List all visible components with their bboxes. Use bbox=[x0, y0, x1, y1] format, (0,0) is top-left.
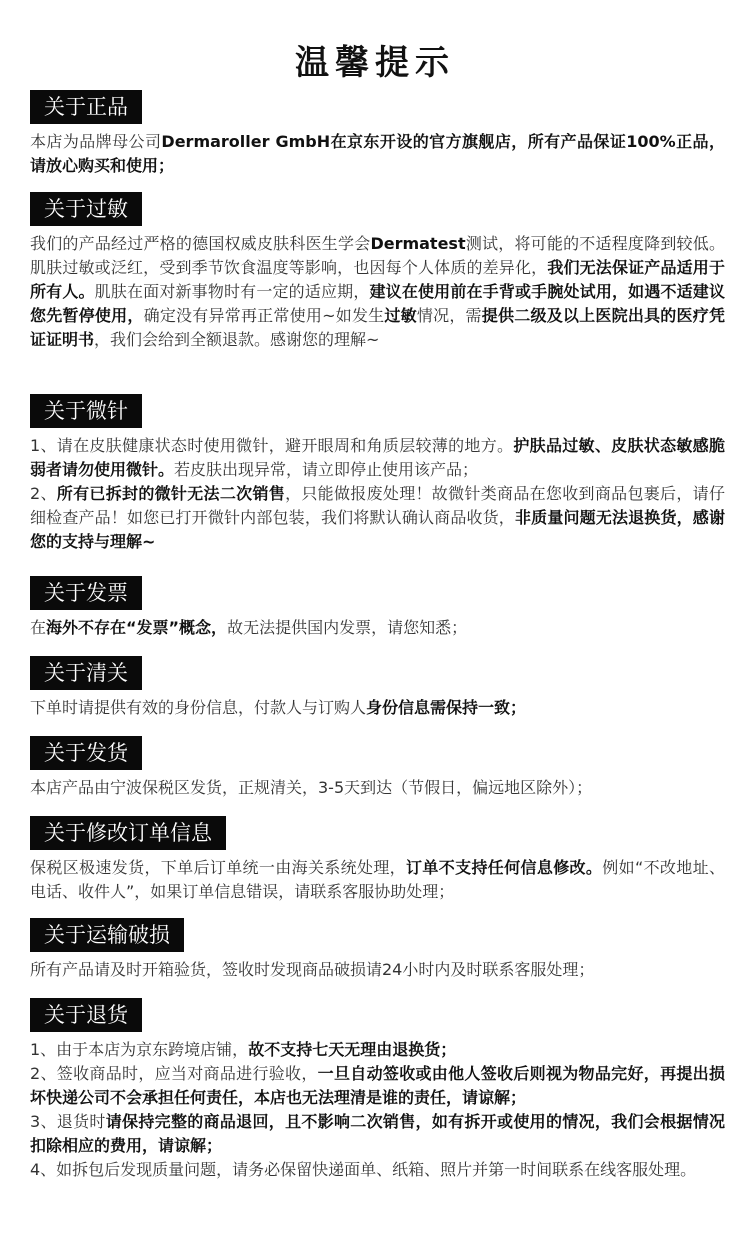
section-shipping bbox=[30, 736, 725, 800]
section-label: 关于正品 bbox=[30, 90, 142, 124]
body-text: 1、由于本店为京东跨境店铺， bbox=[30, 1040, 249, 1059]
bold-text: 护肤品过敏、皮肤状态敏感脆弱者请勿使用微针。 bbox=[30, 436, 725, 479]
body-text: 测试，将可能的不适程度降到较低。肌肤过敏或泛红，受到季节饮食温度等影响，也因每个人体质的差异化， bbox=[30, 234, 725, 277]
bold-text: 过敏 bbox=[384, 306, 417, 325]
body-text: 故无法提供国内发票，请您知悉； bbox=[227, 618, 468, 637]
section-paragraph bbox=[30, 776, 725, 800]
body-text: 本店产品由宁波保税区发货，正规清关，3-5天到达（节假日，偏远地区除外）； bbox=[30, 778, 593, 797]
section-paragraph bbox=[30, 1158, 725, 1182]
section-label: 关于过敏 bbox=[30, 192, 142, 226]
bold-text: 故不支持七天无理由退换货； bbox=[248, 1040, 457, 1059]
section-body bbox=[30, 696, 725, 720]
bold-text: 提供二级及以上医院出具的医疗凭证证明书 bbox=[30, 306, 725, 349]
body-text: 所有产品请及时开箱验货，签收时发现商品破损请24小时内及时联系客服处理； bbox=[30, 960, 595, 979]
body-text: 本店为品牌母公司 bbox=[30, 132, 162, 151]
section-body bbox=[30, 616, 725, 640]
body-text: 2、 bbox=[30, 484, 57, 503]
section-transport-damage bbox=[30, 918, 725, 982]
section-paragraph bbox=[30, 232, 725, 352]
body-text: 我们的产品经过严格的德国权威皮肤科医生学会 bbox=[30, 234, 371, 253]
section-label: 关于发货 bbox=[30, 736, 142, 770]
bold-text: Dermatest bbox=[370, 234, 466, 253]
section-paragraph bbox=[30, 482, 725, 554]
section-body bbox=[30, 958, 725, 982]
section-allergy bbox=[30, 192, 725, 352]
section-label: 关于退货 bbox=[30, 998, 142, 1032]
section-order-change bbox=[30, 816, 725, 904]
section-paragraph bbox=[30, 696, 725, 720]
body-text: 1、请在皮肤健康状态时使用微针，避开眼周和角质层较薄的地方。 bbox=[30, 436, 514, 455]
body-text: 下单时请提供有效的身份信息，付款人与订购人 bbox=[30, 698, 367, 717]
bold-text: 我们无法保证产品适用于所有人。 bbox=[30, 258, 725, 301]
section-paragraph bbox=[30, 1062, 725, 1110]
body-text: ，只能做报废处理！故微针类商品在您收到商品包裹后，请仔细检查产品！如您已打开微针内部包装，我们将默认确认商品收货， bbox=[30, 484, 725, 527]
bold-text: 建议在使用前在手背或手腕处试用，如遇不适建议您先暂停使用， bbox=[30, 282, 725, 325]
bold-text: 在京东开设的官方旗舰店，所有产品保证100%正品，请放心购买和使用； bbox=[30, 132, 725, 175]
section-label: 关于清关 bbox=[30, 656, 142, 690]
bold-text: 订单不支持任何信息修改。 bbox=[406, 858, 603, 877]
section-authentic bbox=[30, 90, 725, 178]
bold-text: 一旦自动签收或由他人签收后则视为物品完好，再提出损坏快递公司不会承担任何责任，本店也无法理清是谁的责任，请谅解； bbox=[30, 1064, 725, 1107]
body-text: 3、退货时 bbox=[30, 1112, 106, 1131]
section-label: 关于修改订单信息 bbox=[30, 816, 226, 850]
section-paragraph bbox=[30, 856, 725, 904]
section-invoice bbox=[30, 576, 725, 640]
section-body bbox=[30, 776, 725, 800]
body-text: 肌肤在面对新事物时有一定的适应期， bbox=[94, 282, 370, 301]
body-text: 2、签收商品时，应当对商品进行验收， bbox=[30, 1064, 318, 1083]
section-customs bbox=[30, 656, 725, 720]
body-text: 情况，需 bbox=[416, 306, 482, 325]
body-text: 确定没有异常再正常使用~如发生 bbox=[143, 306, 385, 325]
body-text: 在 bbox=[30, 618, 47, 637]
section-body bbox=[30, 856, 725, 904]
section-body bbox=[30, 434, 725, 554]
body-text: 4、如拆包后发现质量问题，请务必保留快递面单、纸箱、照片并第一时间联系在线客服处理。 bbox=[30, 1160, 697, 1179]
bold-text: 身份信息需保持一致； bbox=[366, 698, 527, 717]
section-paragraph bbox=[30, 616, 725, 640]
section-label: 关于微针 bbox=[30, 394, 142, 428]
section-returns bbox=[30, 998, 725, 1182]
bold-text: 海外不存在“发票”概念， bbox=[46, 618, 228, 637]
section-paragraph bbox=[30, 1038, 725, 1062]
section-body bbox=[30, 130, 725, 178]
section-paragraph bbox=[30, 1110, 725, 1158]
section-body bbox=[30, 1038, 725, 1182]
section-label: 关于运输破损 bbox=[30, 918, 184, 952]
bold-text: 所有已拆封的微针无法二次销售 bbox=[56, 484, 286, 503]
section-paragraph bbox=[30, 130, 725, 178]
body-text: 例如“不改地址、电话、收件人”，如果订单信息错误，请联系客服协助处理； bbox=[30, 858, 725, 901]
section-body bbox=[30, 232, 725, 352]
bold-text: Dermaroller GmbH bbox=[161, 132, 331, 151]
section-paragraph bbox=[30, 434, 725, 482]
section-label: 关于发票 bbox=[30, 576, 142, 610]
body-text: ，我们会给到全额退款。感谢您的理解~ bbox=[94, 330, 380, 349]
page-title: 温馨提示 bbox=[295, 43, 455, 83]
body-text: 保税区极速发货，下单后订单统一由海关系统处理， bbox=[30, 858, 407, 877]
body-text: 若皮肤出现异常，请立即停止使用该产品； bbox=[174, 460, 479, 479]
section-microneedle bbox=[30, 394, 725, 554]
section-paragraph bbox=[30, 958, 725, 982]
bold-text: 非质量问题无法退换货，感谢您的支持与理解~ bbox=[30, 508, 725, 551]
bold-text: 请保持完整的商品退回，且不影响二次销售，如有拆开或使用的情况，我们会根据情况扣除相应的费用，请谅解； bbox=[30, 1112, 725, 1155]
